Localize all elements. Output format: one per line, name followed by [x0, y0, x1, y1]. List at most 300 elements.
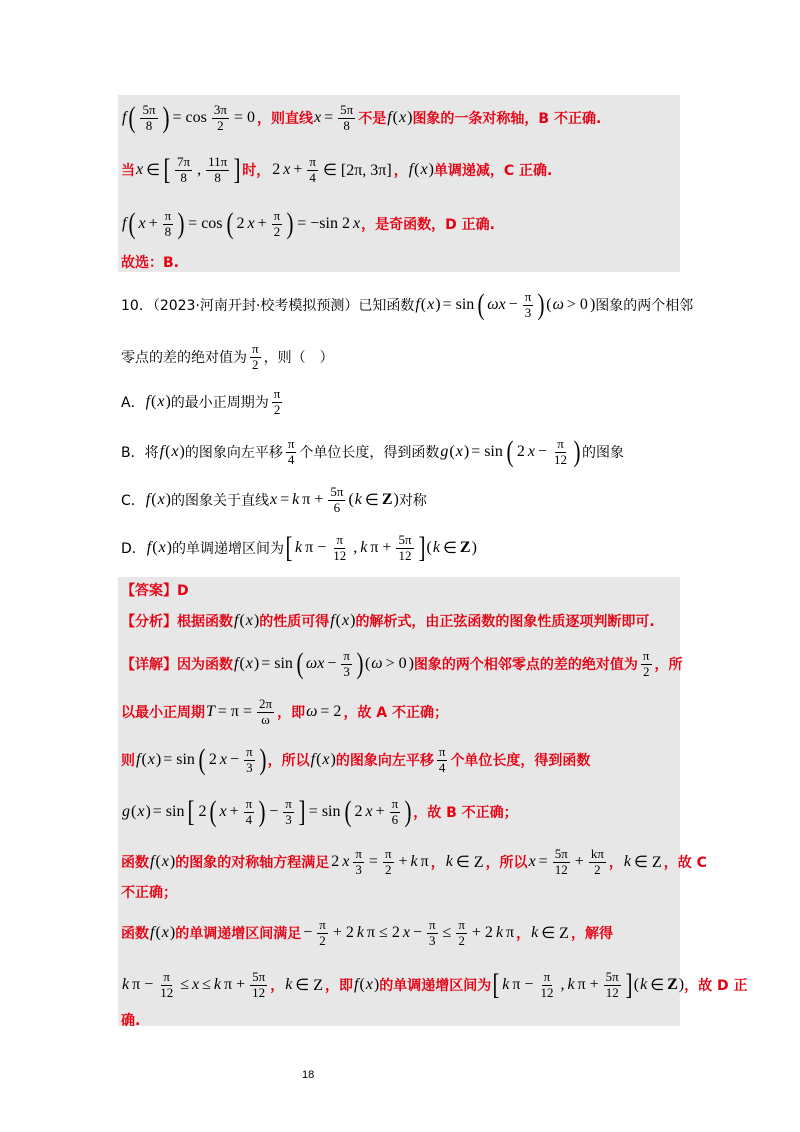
fraction-numerator: π: [319, 916, 326, 932]
math-symbols: ,: [560, 976, 565, 993]
close-bracket: ): [165, 491, 171, 508]
math-symbols: =: [368, 853, 378, 870]
math-variable: x: [365, 976, 373, 993]
open-bracket: (: [364, 655, 371, 672]
open-bracket: (: [449, 443, 455, 460]
fraction-denominator: 3: [246, 759, 253, 775]
answer-text: ，: [393, 163, 408, 179]
bracket-contents: [196, 797, 296, 828]
bracket-group: [208, 797, 267, 828]
fraction-numerator: π: [273, 385, 281, 401]
open-bracket: (: [420, 296, 427, 313]
fraction-denominator: 12: [333, 547, 347, 563]
close-bracket: ]: [625, 968, 633, 1001]
math-symbols: + 2: [471, 924, 493, 941]
fraction: [244, 797, 255, 828]
math-symbols: +: [398, 853, 408, 870]
math-variable: g: [440, 443, 449, 460]
math-variable: T: [206, 703, 215, 720]
math-variable: ωx: [487, 296, 506, 313]
math-symbols: ≤: [442, 924, 452, 941]
math-symbols: ,: [353, 539, 358, 556]
math-variable: f: [387, 109, 392, 126]
bracket-contents: [294, 533, 417, 564]
question-line: [121, 281, 693, 329]
open-bracket: [: [492, 968, 500, 1001]
math-symbols: π +: [577, 976, 599, 993]
close-bracket: ): [471, 539, 477, 556]
fraction-denominator: 6: [333, 499, 341, 515]
math-symbols: +: [574, 853, 584, 870]
math-symbols: + 2: [332, 924, 354, 941]
math-variable: x: [342, 612, 350, 629]
math-variable: k: [495, 924, 504, 941]
question-text: 零点的差的绝对值为: [121, 350, 247, 366]
bracket-group: [634, 975, 684, 995]
math-symbols: = sin: [261, 655, 293, 672]
close-bracket: ): [169, 924, 176, 941]
answer-text: ，所: [654, 657, 683, 673]
fraction-numerator: 5π: [554, 845, 568, 861]
bracket-contents: [157, 491, 166, 509]
math-symbols: > 0: [385, 655, 407, 672]
fraction-numerator: π: [309, 153, 316, 169]
fraction-denominator: 4: [287, 451, 295, 467]
close-bracket: ): [179, 443, 185, 460]
close-bracket: ): [408, 655, 414, 672]
math-symbols: π +: [302, 491, 324, 508]
fraction-denominator: 2: [319, 932, 326, 948]
bracket-group: [505, 437, 582, 468]
question-text: D．: [121, 541, 146, 557]
math-symbols: ≤: [180, 976, 189, 993]
math-symbols: ,: [197, 161, 202, 178]
math-variable: f: [234, 655, 239, 672]
fraction-denominator: 3: [355, 861, 362, 877]
math-symbols: ∈: [146, 162, 161, 179]
math-symbols: = sin: [442, 296, 475, 313]
math-symbols: +: [257, 215, 267, 232]
fraction-numerator: π: [343, 647, 350, 663]
answer-text: ，故 C: [663, 855, 707, 871]
math-symbols: = cos: [188, 215, 223, 232]
fraction: [331, 533, 348, 564]
fraction: [283, 797, 294, 828]
fraction-numerator: π: [384, 845, 392, 861]
math-symbols: 2: [331, 853, 340, 870]
bracket-contents: [245, 655, 254, 673]
bracket-group: [151, 393, 171, 411]
fraction: [427, 918, 438, 949]
math-symbols: = sin: [152, 803, 185, 820]
math-variable: f: [150, 924, 155, 941]
fraction: [396, 533, 413, 564]
math-symbols: −: [537, 443, 548, 460]
open-bracket: (: [198, 743, 206, 776]
bracket-contents: [501, 970, 624, 1001]
fraction-denominator: 12: [160, 984, 174, 1000]
fraction: [552, 437, 569, 468]
bracket-contents: [136, 803, 145, 821]
fraction: [206, 155, 229, 186]
answer-line: [121, 688, 448, 736]
math-symbols: π −: [132, 976, 154, 993]
answer-text: 确.: [121, 1013, 141, 1029]
fraction-numerator: π: [428, 916, 436, 932]
bracket-group: [141, 751, 161, 769]
fraction-numerator: π: [252, 340, 259, 356]
answer-text: 【详解】因为函数: [121, 657, 233, 673]
bracket-contents: [426, 296, 435, 314]
open-bracket: [: [285, 531, 293, 564]
bracket-contents: [321, 751, 330, 769]
bracket-group: [239, 612, 259, 630]
fraction-numerator: π: [336, 531, 343, 547]
fraction: [163, 209, 174, 240]
fraction-denominator: 8: [343, 117, 350, 133]
open-bracket: (: [335, 612, 341, 629]
question-text: 10．（2023·河南开封·校考模拟预测）已知函数: [121, 298, 415, 314]
fraction-denominator: 2: [594, 861, 601, 877]
math-variable: k: [360, 539, 368, 556]
answer-text: 不正确；: [121, 885, 177, 901]
fraction-denominator: 3: [524, 304, 532, 320]
close-bracket: ): [435, 296, 441, 313]
math-variable: x: [136, 161, 144, 178]
math-symbols: = 2: [320, 703, 342, 720]
fraction-numerator: 5π: [340, 101, 354, 117]
math-symbols: = sin: [163, 751, 195, 768]
open-bracket: (: [506, 435, 514, 468]
fraction: [272, 387, 283, 418]
open-bracket: (: [392, 109, 398, 126]
math-symbols: +: [148, 215, 158, 232]
close-bracket: ): [166, 539, 172, 556]
answer-text: ，所以: [267, 753, 310, 769]
bracket-contents: [170, 443, 179, 461]
math-symbols: =: [280, 491, 290, 508]
answer-text: 的单调递增区间满足: [175, 926, 302, 942]
answer-text: 函数: [121, 926, 149, 942]
math-variable: k: [445, 853, 453, 870]
math-variable: f: [150, 853, 155, 870]
math-variable: x: [161, 853, 169, 870]
math-variable: k: [285, 976, 293, 993]
math-variable: x: [192, 976, 200, 993]
math-variable: x: [245, 655, 253, 672]
math-symbols: π −: [512, 976, 534, 993]
bracket-group: [155, 924, 175, 942]
math-symbols: −: [230, 751, 240, 768]
fraction: [553, 847, 570, 878]
bracket-group: [186, 797, 306, 828]
math-variable: f: [122, 215, 127, 232]
fraction: [244, 745, 255, 776]
question-text: 对称: [398, 493, 427, 509]
math-symbols: 2: [236, 215, 245, 232]
fraction-denominator: 3: [285, 811, 292, 827]
fraction-numerator: 7π: [177, 153, 191, 169]
fraction-numerator: 5π: [330, 483, 344, 499]
close-bracket: ): [253, 612, 260, 629]
fraction-numerator: π: [285, 795, 292, 811]
fraction-numerator: π: [458, 916, 465, 932]
answer-text: 【分析】根据函数: [121, 614, 233, 630]
answer-text: 图象的两个相邻零点的差的绝对值为: [413, 657, 638, 673]
bracket-group: [476, 290, 546, 321]
bracket-contents: [365, 976, 374, 994]
math-symbols: ≤: [202, 976, 211, 993]
bracket-contents: [639, 975, 679, 995]
fraction-denominator: 12: [605, 984, 619, 1000]
math-variable: f: [122, 109, 127, 126]
fraction: [456, 918, 467, 949]
math-variable: ω: [306, 703, 318, 720]
close-bracket: ): [145, 803, 151, 820]
fraction-numerator: kπ: [590, 845, 604, 861]
answer-text: 不是: [358, 111, 387, 127]
answer-text: 图象的一条对称轴，B 不正确.: [412, 111, 602, 127]
question-text: 的图象关于直线: [171, 493, 269, 509]
math-variable: x: [352, 215, 361, 232]
bracket-group: [284, 533, 427, 564]
answer-line: [121, 788, 518, 836]
open-bracket: [: [163, 153, 171, 186]
fraction: [604, 970, 621, 1001]
close-bracket: ): [177, 207, 185, 240]
open-bracket: (: [128, 207, 136, 240]
close-bracket: ): [428, 161, 434, 178]
close-bracket: ): [356, 647, 364, 680]
answer-text: ，所以: [485, 855, 528, 871]
bracket-contents: [156, 393, 165, 411]
fraction-numerator: 5π: [142, 101, 156, 117]
math-variable: x: [147, 751, 155, 768]
close-bracket: ): [463, 443, 470, 460]
math-variable: x: [157, 393, 165, 410]
bracket-group: [365, 655, 414, 673]
math-symbols: π −: [305, 539, 327, 556]
math-symbols: ∈ Z: [541, 925, 569, 942]
fraction-denominator: 2: [458, 932, 465, 948]
math-symbols: 2: [208, 751, 217, 768]
open-bracket: (: [152, 539, 158, 556]
answer-line: [121, 838, 707, 886]
answer-text: 当: [121, 163, 135, 179]
math-symbols: +: [375, 803, 385, 820]
close-bracket: ): [330, 751, 336, 768]
open-bracket: (: [348, 491, 354, 508]
fraction: [437, 745, 448, 776]
fraction-denominator: 12: [554, 861, 568, 877]
fraction: [257, 697, 274, 728]
math-variable: f: [415, 296, 420, 313]
bracket-contents: [515, 437, 572, 468]
answer-text: ，: [516, 926, 531, 942]
answer-line: [121, 597, 655, 645]
bracket-group: [343, 797, 414, 828]
bracket-group: [127, 103, 170, 134]
math-symbols: −: [508, 296, 518, 313]
fraction-numerator: π: [543, 968, 551, 984]
fraction: [140, 103, 157, 134]
math-variable: ωx: [305, 655, 325, 672]
math-variable: k: [623, 853, 631, 870]
bracket-group: [414, 161, 434, 179]
math-symbols: = −sin 2: [297, 215, 350, 232]
fraction-numerator: 2π: [259, 695, 273, 711]
bracket-contents: [161, 924, 170, 942]
fraction-denominator: 2: [384, 861, 392, 877]
math-variable: x: [158, 539, 166, 556]
close-bracket: ): [259, 743, 267, 776]
close-bracket: ): [573, 435, 581, 468]
fraction-denominator: 12: [554, 451, 568, 467]
fraction: [338, 103, 355, 134]
math-variable: x: [270, 491, 278, 508]
math-variable: x: [342, 853, 350, 870]
fraction-numerator: π: [524, 288, 532, 304]
math-set-symbol: Z: [381, 491, 393, 508]
answer-text: ，即: [277, 705, 306, 721]
question-text: 的图象向左平移: [184, 445, 283, 461]
answer-line: [121, 736, 590, 784]
question-line: [121, 476, 427, 524]
math-variable: x: [171, 443, 179, 460]
math-variable: f: [145, 393, 151, 410]
prev-solution-line: [121, 94, 601, 142]
bracket-group: [491, 970, 634, 1001]
fraction: [317, 918, 328, 949]
math-symbols: π: [420, 853, 429, 870]
bracket-contents: [486, 290, 536, 321]
bracket-contents: [552, 296, 590, 314]
math-variable: k: [295, 539, 303, 556]
math-variable: x: [219, 803, 227, 820]
math-symbols: 2: [272, 161, 281, 178]
answer-text: 则: [121, 753, 135, 769]
fraction-denominator: 8: [164, 223, 172, 239]
close-bracket: ): [393, 491, 399, 508]
fraction-numerator: π: [164, 207, 172, 223]
math-variable: f: [310, 751, 316, 768]
close-bracket: ): [286, 207, 294, 240]
math-symbols: ∈: [650, 977, 665, 994]
fraction: [589, 847, 606, 878]
bracket-contents: [245, 612, 254, 630]
fraction-denominator: 2: [217, 117, 224, 133]
math-symbols: = cos: [172, 109, 207, 126]
open-bracket: (: [131, 803, 137, 820]
bracket-group: [316, 751, 336, 769]
close-bracket: ): [537, 288, 545, 321]
math-symbols: π +: [370, 539, 392, 556]
answer-text: ，故 D 正: [684, 978, 748, 994]
bracket-contents: [305, 649, 355, 680]
math-variable: f: [136, 751, 141, 768]
answer-line: [121, 961, 748, 1009]
math-variable: k: [354, 491, 362, 508]
bracket-contents: [455, 443, 464, 461]
bracket-group: [162, 155, 242, 186]
close-bracket: ): [373, 976, 380, 993]
math-symbols: =: [538, 853, 548, 870]
math-symbols: +: [293, 161, 303, 178]
math-symbols: =: [324, 109, 334, 126]
prev-solution-line: [121, 146, 552, 194]
math-variable: f: [354, 976, 359, 993]
fraction-numerator: π: [355, 845, 362, 861]
bracket-contents: [341, 612, 350, 630]
bracket-contents: [137, 103, 160, 134]
math-variable: x: [402, 924, 410, 941]
question-line: [121, 428, 624, 476]
fraction-denominator: 8: [214, 169, 221, 185]
open-bracket: (: [477, 288, 485, 321]
fraction-denominator: 8: [180, 169, 187, 185]
bracket-group: [348, 490, 398, 510]
math-variable: k: [567, 976, 575, 993]
fraction-numerator: π: [163, 968, 170, 984]
close-bracket: ): [258, 795, 266, 828]
math-variable: f: [330, 612, 335, 629]
close-bracket: ]: [298, 795, 306, 828]
math-set-symbol: Z: [667, 976, 678, 993]
bracket-group: [225, 209, 296, 240]
math-variable: k: [432, 539, 440, 556]
fraction: [641, 649, 652, 680]
page-number: 18: [302, 1069, 315, 1081]
answer-line: [121, 640, 683, 688]
fraction: [272, 209, 283, 240]
bracket-contents: [137, 209, 176, 240]
open-bracket: (: [426, 539, 432, 556]
open-bracket: (: [128, 101, 136, 134]
fraction: [328, 485, 345, 516]
math-variable: x: [399, 109, 407, 126]
open-bracket: (: [226, 207, 234, 240]
math-variable: f: [145, 491, 151, 508]
close-bracket: ): [162, 101, 170, 134]
fraction: [250, 342, 261, 373]
math-symbols: = sin: [308, 803, 341, 820]
math-variable: f: [408, 161, 414, 178]
bracket-contents: [158, 539, 167, 557]
fraction-numerator: 11π: [208, 153, 228, 169]
fraction: [383, 847, 394, 878]
math-variable: k: [356, 924, 364, 941]
math-variable: x: [137, 803, 145, 820]
bracket-group: [393, 109, 413, 127]
bracket-contents: [354, 490, 394, 510]
bracket-contents: [172, 155, 232, 186]
bracket-group: [165, 443, 185, 461]
answer-text: ，: [270, 978, 285, 994]
open-bracket: (: [296, 647, 304, 680]
math-symbols: π +: [224, 976, 246, 993]
math-symbols: 2: [354, 803, 363, 820]
fraction: [286, 437, 297, 468]
math-symbols: ∈: [442, 540, 457, 557]
close-bracket: ): [253, 655, 260, 672]
answer-text: ，: [430, 855, 445, 871]
fraction: [250, 970, 267, 1001]
question-text: A．: [121, 395, 145, 411]
math-symbols: −: [269, 803, 279, 820]
math-symbols: ∈ Z: [634, 854, 662, 871]
math-symbols: > 0: [566, 296, 588, 313]
question-text: B．将: [121, 445, 159, 461]
